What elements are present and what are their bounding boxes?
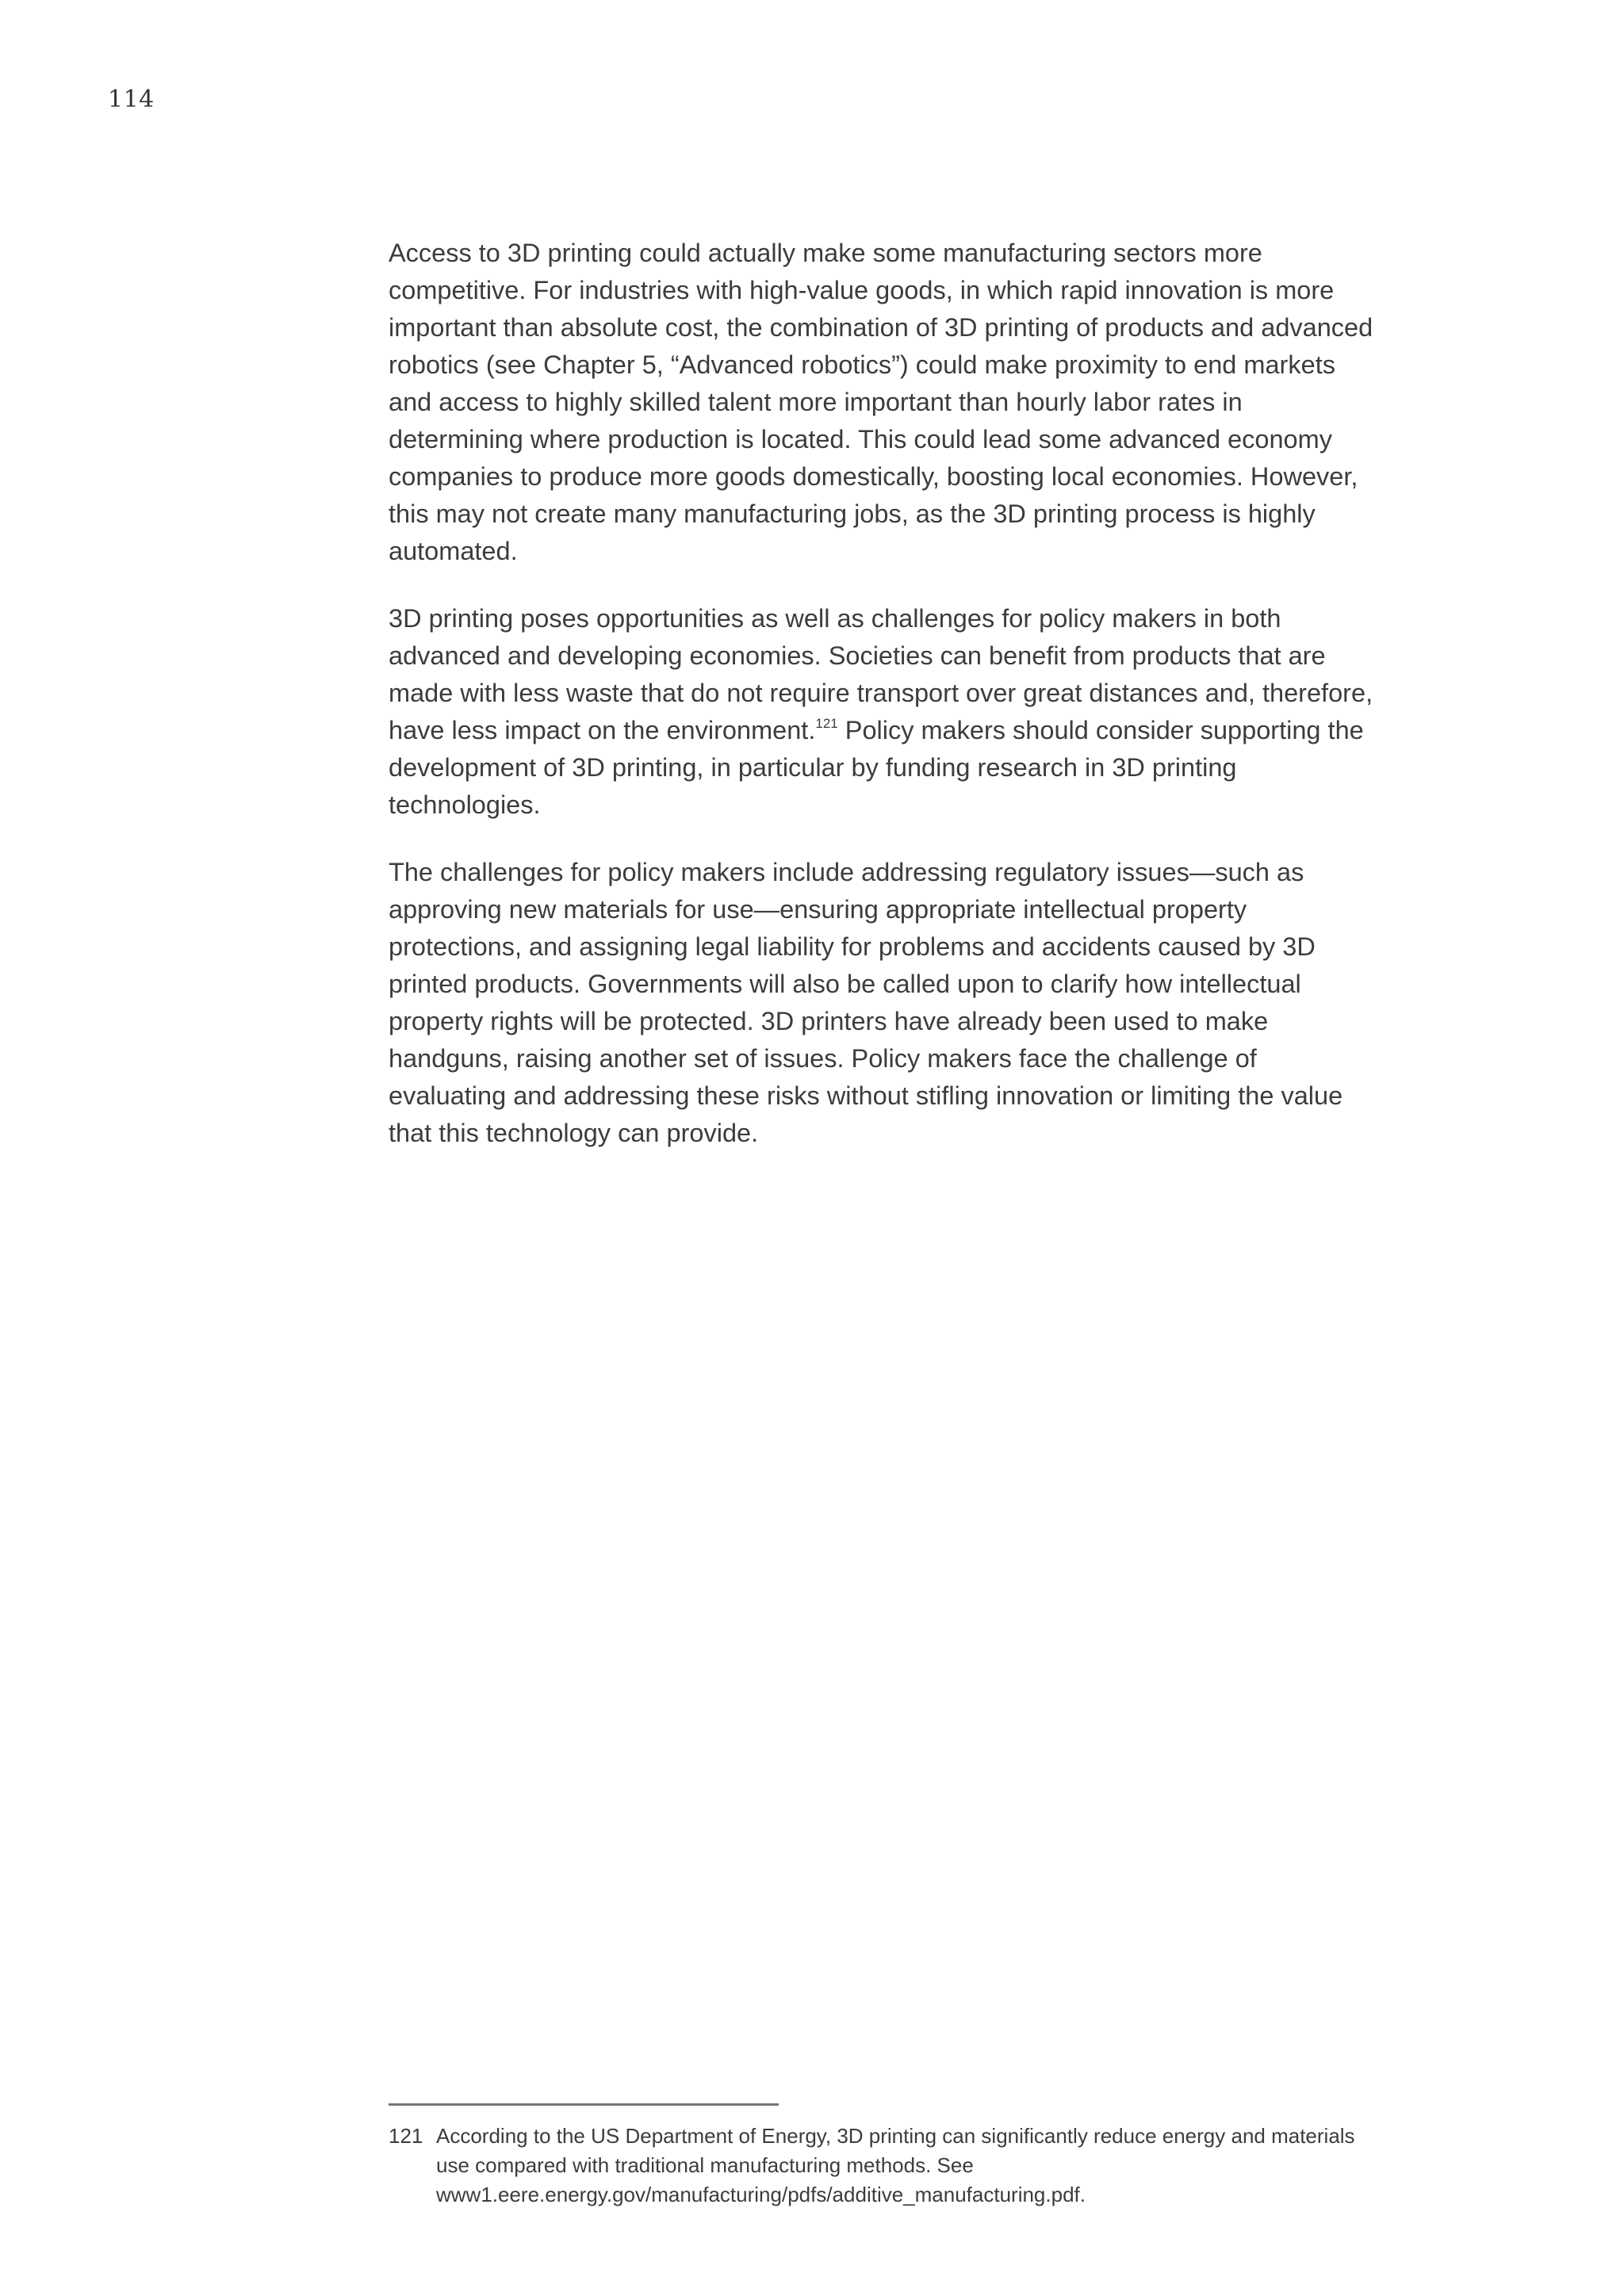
paragraph-2-text-after: Policy makers should consider supporting the development of 3D printing, in particular by funding research in 3D printing technologies.	[389, 716, 1364, 819]
footnote-reference[interactable]: 121	[815, 716, 838, 731]
footnote	[389, 2122, 1380, 2210]
paragraph-1: Access to 3D printing could actually make some manufacturing sectors more competitive. For industries with high-value goods, in which rapid innovation is more important than absolute cost, the combination of 3D printing of products and advanced robotics (see Chapter 5, “Advanced robotics”) could make proximity to end markets and access to highly skilled talent more important than hourly labor rates in determining where production is located. This could lead some advanced economy companies to produce more goods domestically, boosting local economies. However, this may not create many manufacturing jobs, as the 3D printing process is highly automated.	[389, 239, 1373, 565]
paragraph-2-text-before: 3D printing poses opportunities as well as challenges for policy makers in both advanced and developing economies. Societies can benefit from products that are made with less waste that do not require transport over great distances and, therefore, have less impact on the environment.	[389, 604, 1373, 744]
footnote-text: According to the US Department of Energy, 3D printing can significantly reduce energy and materials use compared with traditional manufacturing methods. See www1.eere.energy.gov/manufacturing/pdfs/additive_manufacturing.pdf.	[436, 2124, 1355, 2206]
paragraph-2	[389, 600, 1380, 824]
paragraph-3: The challenges for policy makers include addressing regulatory issues—such as approving new materials for use—ensuring appropriate intellectual property protections, and assigning legal liability for problems and accidents caused by 3D printed products. Governments will also be called upon to clarify how intellectual property rights will be protected. 3D printers have already been used to make handguns, raising another set of issues. Policy makers face the challenge of evaluating and addressing these risks without stifling innovation or limiting the value that this technology can provide.	[389, 858, 1343, 1147]
page-number: 114	[108, 86, 155, 113]
footnote-number: 121	[389, 2124, 423, 2148]
footnote-divider	[389, 2103, 779, 2106]
body-text	[389, 235, 1380, 1182]
